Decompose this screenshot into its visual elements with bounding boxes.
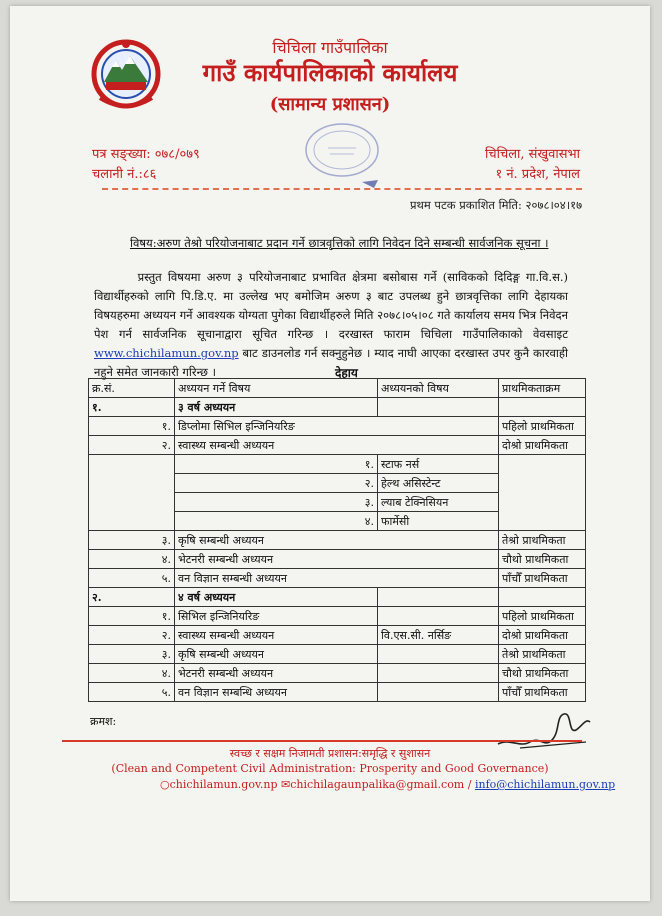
row-study — [378, 664, 499, 683]
row-subject: सिभिल इन्जिनियरिङ — [175, 607, 378, 626]
empty-cell — [499, 588, 586, 607]
row-number: २. — [89, 436, 175, 455]
section-name: (सामान्य प्रशासन) — [269, 94, 391, 115]
row-subject: भेटनरी सम्बन्धी अध्ययन — [175, 550, 499, 569]
health-sub-name: फार्मेसी — [378, 512, 499, 531]
row-subject: डिप्लोमा सिभिल इन्जिनियरिङ — [175, 417, 499, 436]
health-sub-number: ३. — [175, 493, 378, 512]
letter-page — [10, 6, 650, 901]
empty-cell — [378, 398, 499, 417]
footer-gmail[interactable]: chichilagaunpalika@gmail.com — [290, 778, 465, 791]
table-row — [89, 607, 586, 626]
table-row — [89, 436, 586, 455]
row-number: २. — [89, 626, 175, 645]
table-row — [89, 626, 586, 645]
row-number: ३. — [89, 645, 175, 664]
row-number: ४. — [89, 550, 175, 569]
row-subject: भेटनरी सम्बन्धी अध्ययन — [175, 664, 378, 683]
header-field: अध्ययन गर्ने विषय — [175, 379, 378, 398]
group-number: १. — [89, 398, 175, 417]
address-line-2: १ नं. प्रदेश, नेपाल — [495, 167, 580, 182]
body-text: प्रस्तुत विषयमा अरुण ३ परियोजनाबाट प्रभावित क्षेत्रमा बसोबास गर्ने (साविकको दिदिङ्ग गा.वि.स.) विद्यार्थीहरुको लागि पि.डि.ए. मा उल्लेख भए बमोजिम अरुण ३ बाट उपलब्ध हुने छात्रवृत्तिका लागि देहायका विषयहरुमा अध्ययन गर्ने आवश्यक योग्यता पुगेका विद्यार्थीहरुले मिति २०७८।०५।०८ गते कार्यालय समय भित्र निवेदन पेश गर्न सार्वजनिक सूचानाद्वारा सूचित गरिन्छ । दरखास्त फाराम चिचिला गाउँपालिकाको वेवसाइट — [94, 270, 569, 341]
table-row — [89, 550, 586, 569]
row-study — [378, 683, 499, 702]
letter-number: पत्र सङ्ख्या: ०७८/०७९ — [92, 147, 200, 162]
row-priority: चौथो प्राथमिकता — [499, 664, 586, 683]
row-priority: दोश्रो प्राथमिकता — [499, 436, 586, 455]
body-text-after: बाट डाउनलोड गर्न सक्नुहुनेछ । म्याद नाघी आएका दरखास्त उपर कुनै कारवाही नहुने समेत जानकारी गरिन्छ । — [94, 346, 568, 379]
health-sub-number: १. — [175, 455, 378, 474]
table-row — [89, 417, 586, 436]
dispatch-number: चलानी नं.:८६ — [92, 167, 157, 182]
group-title: ४ वर्ष अध्ययन — [175, 588, 378, 607]
notice-body — [94, 268, 568, 382]
health-sub-name: स्टाफ नर्स — [378, 455, 499, 474]
row-study: वि.एस.सी. नर्सिङ — [378, 626, 499, 645]
address-line-1: चिचिला, संखुवासभा — [484, 147, 580, 162]
continued-label: क्रमश: — [90, 715, 117, 728]
health-sub-name: हेल्थ असिस्टेन्ट — [378, 474, 499, 493]
group-row — [89, 398, 586, 417]
header-divider — [102, 188, 582, 190]
empty-cell — [89, 455, 175, 531]
group-title: ३ वर्ष अध्ययन — [175, 398, 378, 417]
row-priority: पाँचौँ प्राथमिकता — [499, 683, 586, 702]
row-priority: दोश्रो प्राथमिकता — [499, 626, 586, 645]
health-sub-row — [89, 455, 586, 474]
empty-cell — [499, 398, 586, 417]
table-row — [89, 683, 586, 702]
row-subject: स्वास्थ्य सम्बन्धी अध्ययन — [175, 436, 499, 455]
office-seal-stamp — [292, 122, 392, 192]
row-number: १. — [89, 417, 175, 436]
health-sub-number: २. — [175, 474, 378, 493]
header-priority: प्राथमिकताक्रम — [499, 379, 586, 398]
notice-subject: विषय:अरुण तेश्रो परियोजनाबाट प्रदान गर्ने छात्रवृत्तिको लागि निवेदन दिने सम्बन्धी सार्वजनिक सूचना । — [130, 236, 549, 250]
table-row — [89, 664, 586, 683]
row-priority: तेश्रो प्राथमिकता — [499, 645, 586, 664]
group-number: २. — [89, 588, 175, 607]
row-study — [378, 645, 499, 664]
footer-contacts — [160, 778, 615, 791]
mail-icon: ✉ — [281, 778, 291, 791]
website-link[interactable]: www.chichilamun.gov.np — [94, 346, 239, 360]
table-row — [89, 645, 586, 664]
row-subject: कृषि सम्बन्धी अध्ययन — [175, 645, 378, 664]
empty-cell — [378, 588, 499, 607]
office-name: गाउँ कार्यपालिकाको कार्यालय — [202, 58, 458, 87]
empty-cell — [499, 455, 586, 531]
row-subject: वन विज्ञान सम्बन्धि अध्ययन — [175, 683, 378, 702]
footer-website[interactable]: chichilamun.gov.np — [169, 778, 278, 791]
footer-motto: स्वच्छ र सक्षम निजामती प्रशासन:समृद्धि र सुशासन — [229, 747, 431, 760]
group-row — [89, 588, 586, 607]
health-sub-name: ल्याब टेक्निसियन — [378, 493, 499, 512]
row-priority: पहिलो प्राथमिकता — [499, 417, 586, 436]
row-number: ५. — [89, 569, 175, 588]
table-row — [89, 569, 586, 588]
row-priority: पाँचौँ प्राथमिकता — [499, 569, 586, 588]
footer-divider — [62, 740, 582, 742]
table-title: देहाय — [335, 366, 358, 380]
globe-icon: ○ — [160, 778, 170, 791]
row-priority: चौथो प्राथमिकता — [499, 550, 586, 569]
row-study — [378, 607, 499, 626]
row-number: ५. — [89, 683, 175, 702]
health-sub-number: ४. — [175, 512, 378, 531]
header-study: अध्ययनको विषय — [378, 379, 499, 398]
scholarship-table — [88, 378, 586, 702]
footer-info-email[interactable]: info@chichilamun.gov.np — [474, 778, 616, 791]
municipality-name: चिचिला गाउँपालिका — [272, 38, 388, 57]
published-date: प्रथम पटक प्रकाशित मिति: २०७८।०४।१७ — [410, 198, 583, 212]
footer-motto-english: (Clean and Competent Civil Administration: Prosperity and Good Governance) — [111, 762, 549, 775]
table-header-row — [89, 379, 586, 398]
row-subject: स्वास्थ्य सम्बन्धी अध्ययन — [175, 626, 378, 645]
row-subject: वन विज्ञान सम्बन्धी अध्ययन — [175, 569, 499, 588]
row-number: ४. — [89, 664, 175, 683]
row-subject: कृषि सम्बन्धी अध्ययन — [175, 531, 499, 550]
row-number: ३. — [89, 531, 175, 550]
row-priority: तेश्रो प्राथमिकता — [499, 531, 586, 550]
table-row — [89, 531, 586, 550]
row-priority: पहिलो प्राथमिकता — [499, 607, 586, 626]
footer-separator: / — [467, 778, 472, 791]
header-sn: क्र.सं. — [89, 379, 175, 398]
row-number: १. — [89, 607, 175, 626]
